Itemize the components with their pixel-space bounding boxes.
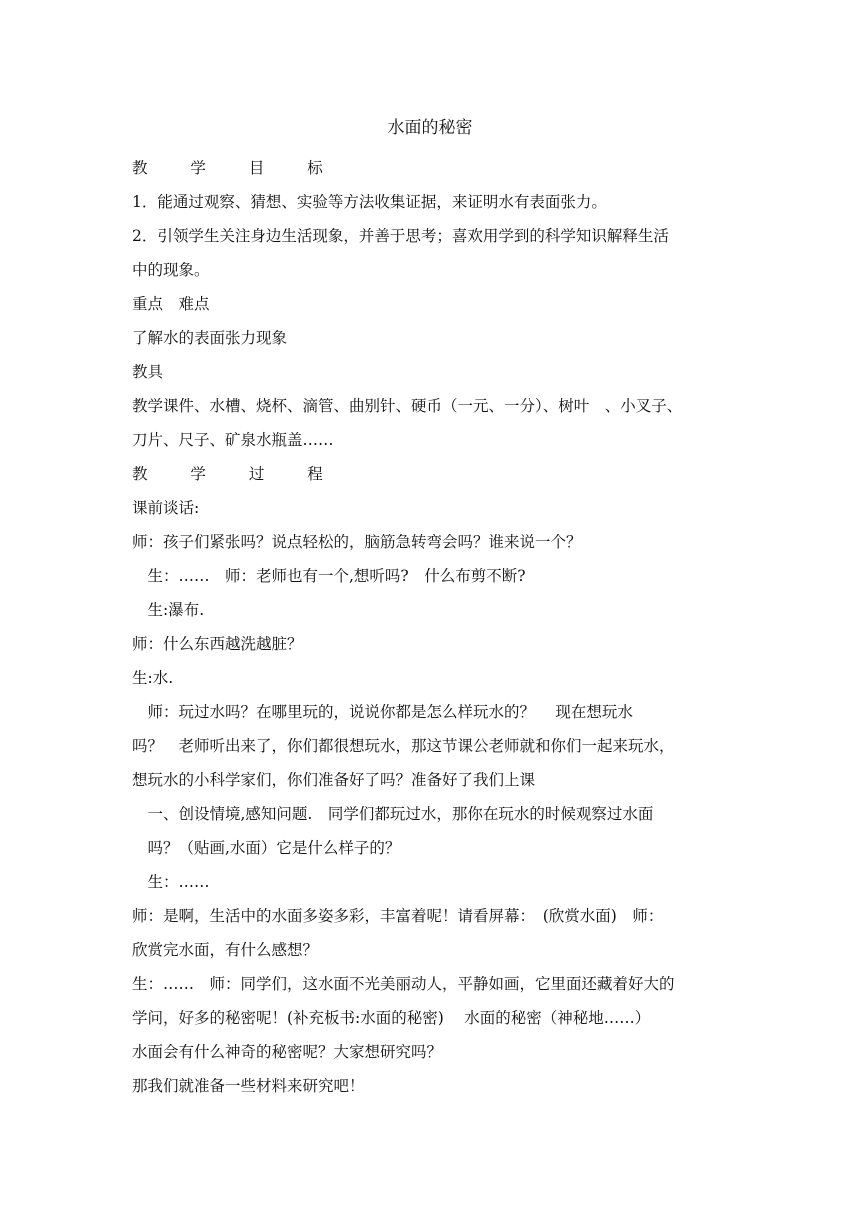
key-points-text: 了解水的表面张力现象: [132, 329, 288, 347]
dialogue-line: 生：…… 师：老师也有一个,想听吗? 什么布剪不断?: [132, 567, 526, 585]
objective-2: 2．引领学生关注身边生活现象，并善于思考；喜欢用学到的科学知识解释生活: [132, 227, 669, 245]
section-heading-process: 教 学 过 程: [132, 465, 342, 483]
dialogue-line: 学问，好多的秘密呢！(补充板书:水面的秘密) 水面的秘密（神秘地……）: [132, 1009, 651, 1027]
dialogue-line: 吗？ 老师听出来了，你们都很想玩水，那这节课公老师就和你们一起来玩水，: [132, 737, 675, 755]
dialogue-line: 生:水.: [132, 669, 174, 687]
dialogue-line: 生：……: [132, 873, 210, 891]
dialogue-line: 水面会有什么神奇的秘密呢？大家想研究吗？: [132, 1043, 443, 1061]
dialogue-line: 师：什么东西越洗越脏？: [132, 635, 303, 653]
dialogue-line: 想玩水的小科学家们，你们准备好了吗？准备好了我们上课: [132, 771, 536, 789]
document-title: 水面的秘密: [387, 118, 473, 138]
materials-list-continued: 刀片、尺子、矿泉水瓶盖……: [132, 431, 334, 449]
pre-class-talk-heading: 课前谈话:: [132, 499, 200, 517]
dialogue-line: 师：孩子们紧张吗？说点轻松的，脑筋急转弯会吗？谁来说一个？: [132, 533, 582, 551]
objective-1: 1．能通过观察、猜想、实验等方法收集证据，来证明水有表面张力。: [132, 193, 607, 211]
objective-2-continued: 中的现象。: [132, 261, 210, 279]
dialogue-line: 欣赏完水面，有什么感想？: [132, 941, 319, 959]
section-heading-key-points: 重点 难点: [132, 295, 210, 313]
materials-list: 教学课件、水槽、烧杯、滴管、曲别针、硬币（一元、一分）、树叶 、小叉子、: [132, 397, 683, 415]
dialogue-line: 生：…… 师：同学们，这水面不光美丽动人，平静如画，它里面还藏着好大的: [132, 975, 675, 993]
dialogue-line: 吗？（贴画,水面）它是什么样子的？: [132, 839, 401, 857]
dialogue-line: 一、创设情境,感知问题. 同学们都玩过水，那你在玩水的时候观察过水面: [132, 805, 654, 823]
dialogue-line: 那我们就准备一些材料来研究吧！: [132, 1077, 365, 1095]
section-heading-materials: 教具: [132, 363, 164, 381]
dialogue-line: 师：是啊，生活中的水面多姿多彩，丰富着呢！请看屏幕： (欣赏水面) 师：: [132, 907, 664, 925]
dialogue-line: 师：玩过水吗？在哪里玩的，说说你都是怎么样玩水的？ 现在想玩水: [132, 703, 633, 721]
section-heading-objectives: 教 学 目 标: [132, 159, 342, 177]
dialogue-line: 生:瀑布.: [132, 601, 205, 619]
